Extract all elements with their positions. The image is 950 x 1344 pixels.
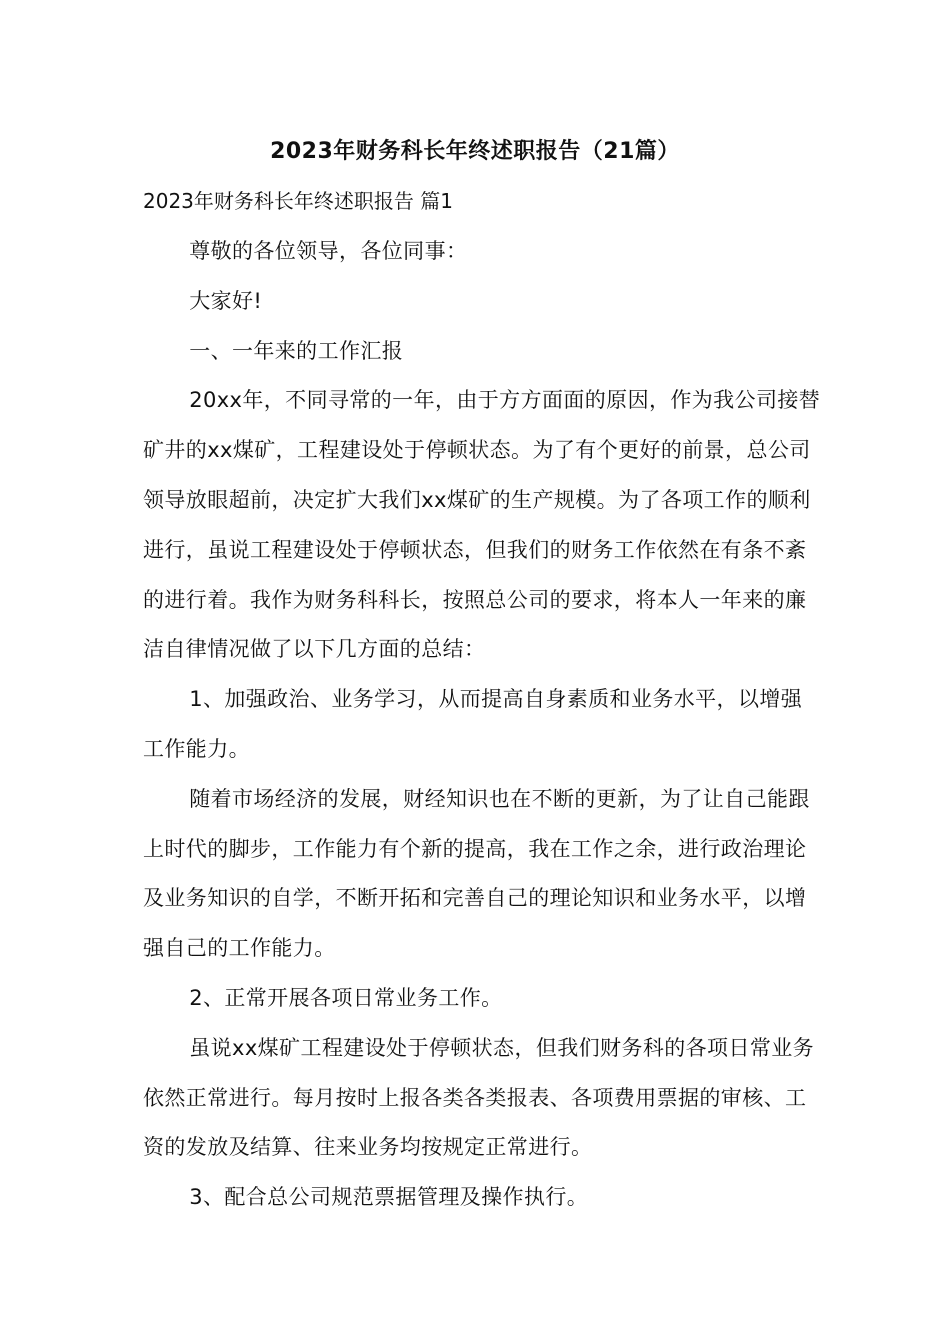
paragraph: 20xx年，不同寻常的一年，由于方方面面的原因，作为我公司接替矿井的xx煤矿，工程建设处于停顿状态。为了有个更好的前景，总公司领导放眼超前，决定扩大我们xx煤矿的生产规模。为了各项工作的顺利进行，虽说工程建设处于停顿状态，但我们的财务工作依然在有条不紊的进行着。我作为财务科科长，按照总公司的要求，将本人一年来的廉洁自律情况做了以下几方面的总结： <box>143 388 821 662</box>
document-subtitle: 2023年财务科长年终述职报告 篇1 <box>143 189 453 213</box>
document-body <box>143 227 823 1223</box>
list-item-heading: 1、加强政治、业务学习，从而提高自身素质和业务水平，以增强工作能力。 <box>143 687 803 761</box>
paragraph-greeting: 大家好! <box>189 288 263 313</box>
paragraph: 虽说xx煤矿工程建设处于停顿状态，但我们财务科的各项日常业务依然正常进行。每月按时上报各类各类报表、各项费用票据的审核、工资的发放及结算、往来业务均按规定正常进行。 <box>143 1035 815 1160</box>
list-item-heading: 2、正常开展各项日常业务工作。 <box>189 985 503 1010</box>
paragraph-salutation: 尊敬的各位领导，各位同事： <box>189 239 468 263</box>
document-title: 2023年财务科长年终述职报告（21篇） <box>270 139 680 164</box>
paragraph: 随着市场经济的发展，财经知识也在不断的更新，为了让自己能跟上时代的脚步，工作能力有个新的提高，我在工作之余，进行政治理论及业务知识的自学，不断开拓和完善自己的理论知识和业务水平，以增强自己的工作能力。 <box>143 786 810 961</box>
section-heading: 一、一年来的工作汇报 <box>189 338 404 363</box>
list-item-heading: 3、配合总公司规范票据管理及操作执行。 <box>189 1185 589 1210</box>
